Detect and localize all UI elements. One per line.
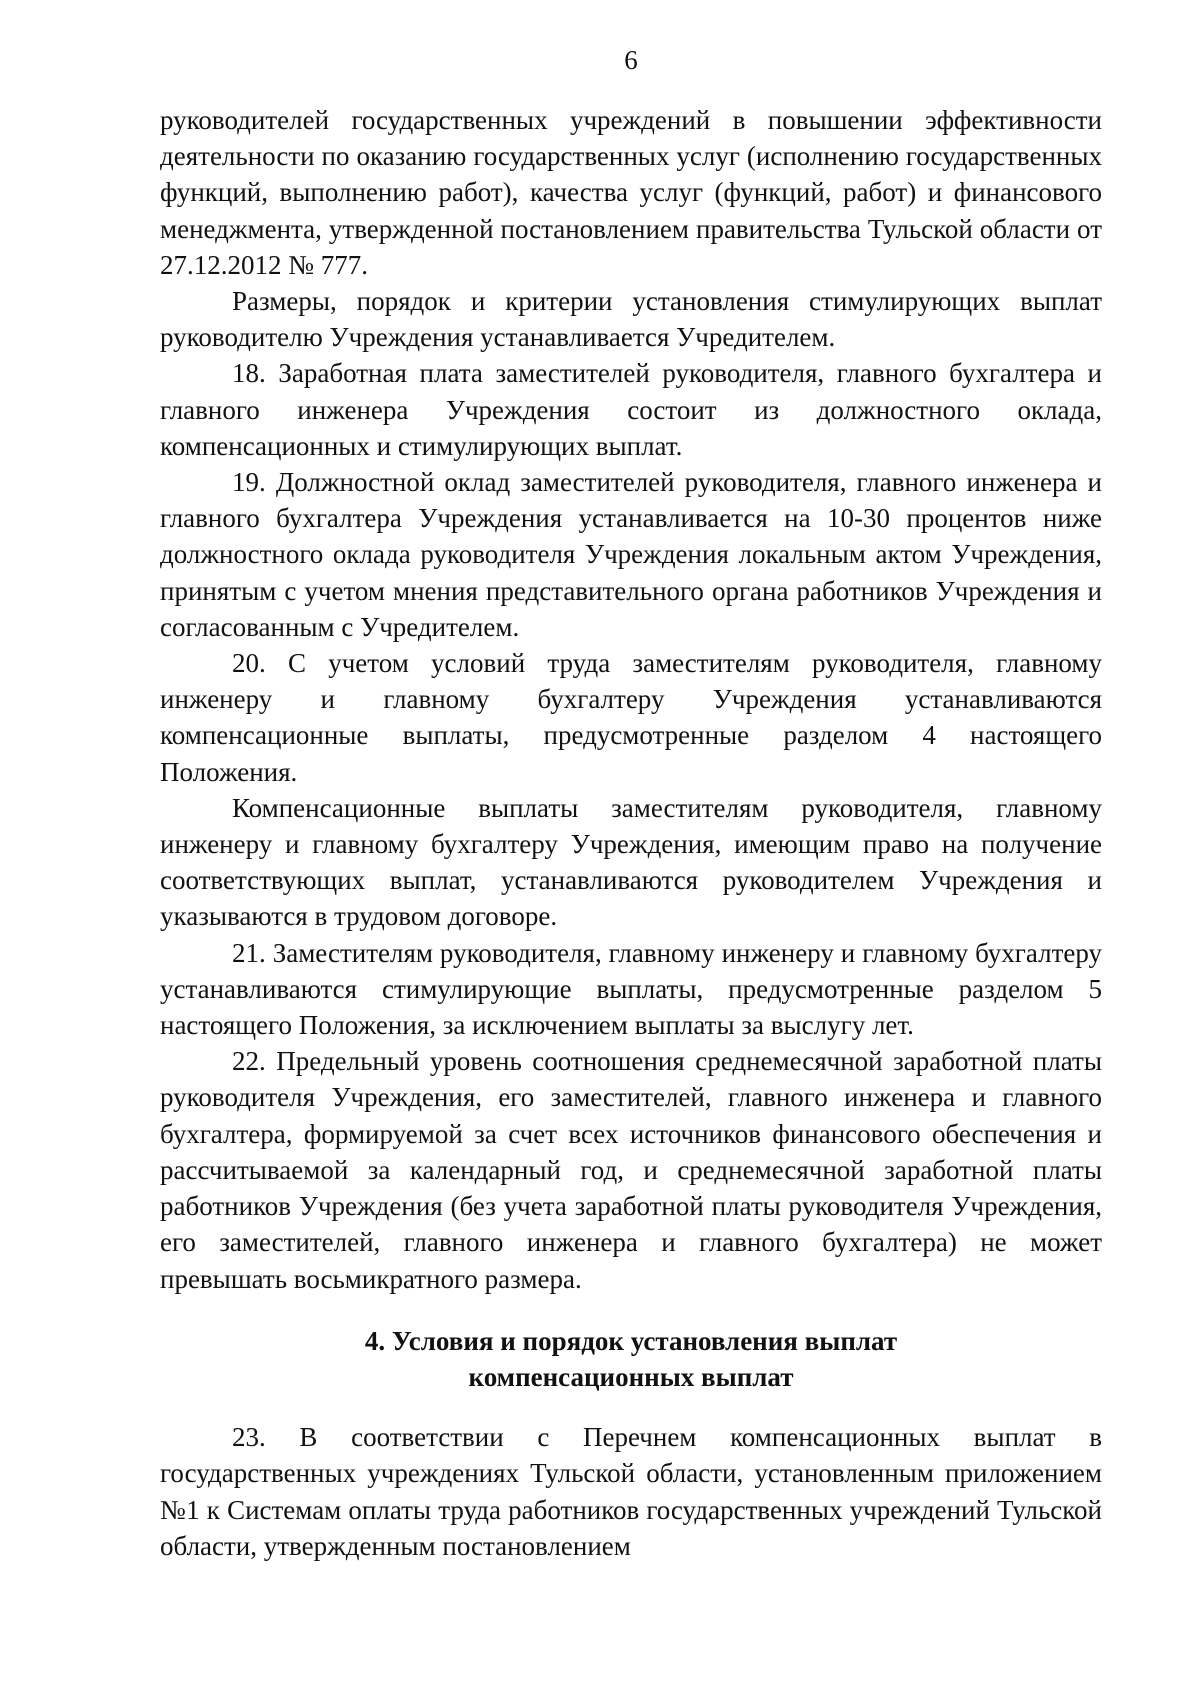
section-heading <box>160 1323 1102 1395</box>
paragraph-18: 18. Заработная плата заместителей руководителя, главного бухгалтера и главного инженера Учреждения состоит из должностного оклада, компенсационных и стимулирующих выплат. <box>160 358 1102 461</box>
paragraph-21: 21. Заместителям руководителя, главному инженеру и главному бухгалтеру устанавливаются стимулирующие выплаты, предусмотренные разделом 5 настоящего Положения, за исключением выплаты за выслугу лет. <box>160 937 1102 1041</box>
section-heading-line-2: компенсационных выплат <box>468 1361 794 1392</box>
paragraph-incentive-criteria: Размеры, порядок и критерии установления стимулирующих выплат руководителю Учреждения устанавливается Учредителем. <box>160 286 1102 353</box>
document-body <box>160 102 1102 1564</box>
paragraph-20: 20. С учетом условий труда заместителям руководителя, главному инженеру и главному бухгалтеру Учреждения устанавливаются компенсационные выплаты, предусмотренные разделом 4 настоящего Положения. <box>160 648 1102 787</box>
paragraph-22: 22. Предельный уровень соотношения среднемесячной заработной платы руководителя Учреждения, его заместителей, главного инженера и главного бухгалтера, формируемой за счет всех источников финансового обеспечения и рассчитываемой за календарный год, и среднемесячной заработной платы работников Учреждения (без учета заработной платы руководителя Учреждения, его заместителей, главного инженера и главного бухгалтера) не может превышать восьмикратного размера. <box>160 1046 1102 1294</box>
paragraph-23: 23. В соответствии с Перечнем компенсационных выплат в государственных учреждениях Тульской области, установленным приложением №1 к Системам оплаты труда работников государственных учреждений Тульской области, утвержденным постановлением <box>160 1422 1102 1561</box>
paragraph-19: 19. Должностной оклад заместителей руководителя, главного инженера и главного бухгалтера Учреждения устанавливается на 10-30 процентов ниже должностного оклада руководителя Учреждения локальным актом Учреждения, принятым с учетом мнения представительного органа работников Учреждения и согласованным с Учредителем. <box>160 467 1102 642</box>
section-heading-line-1: 4. Условия и порядок установления выплат <box>364 1325 898 1356</box>
paragraph-20-compensation: Компенсационные выплаты заместителям руководителя, главному инженеру и главному бухгалтеру Учреждения, имеющим право на получение соответствующих выплат, устанавливаются руководителем Учреждения и указываются в трудовом договоре. <box>160 792 1102 932</box>
page-number: 6 <box>624 45 638 75</box>
paragraph-continuation: руководителей государственных учреждений в повышении эффективности деятельности по оказанию государственных услуг (исполнению государственных функций, выполнению работ), качества услуг (функций, работ) и финансового менеджмента, утвержденной постановлением правительства Тульской области от 27.12.2012 № 777. <box>160 105 1102 280</box>
